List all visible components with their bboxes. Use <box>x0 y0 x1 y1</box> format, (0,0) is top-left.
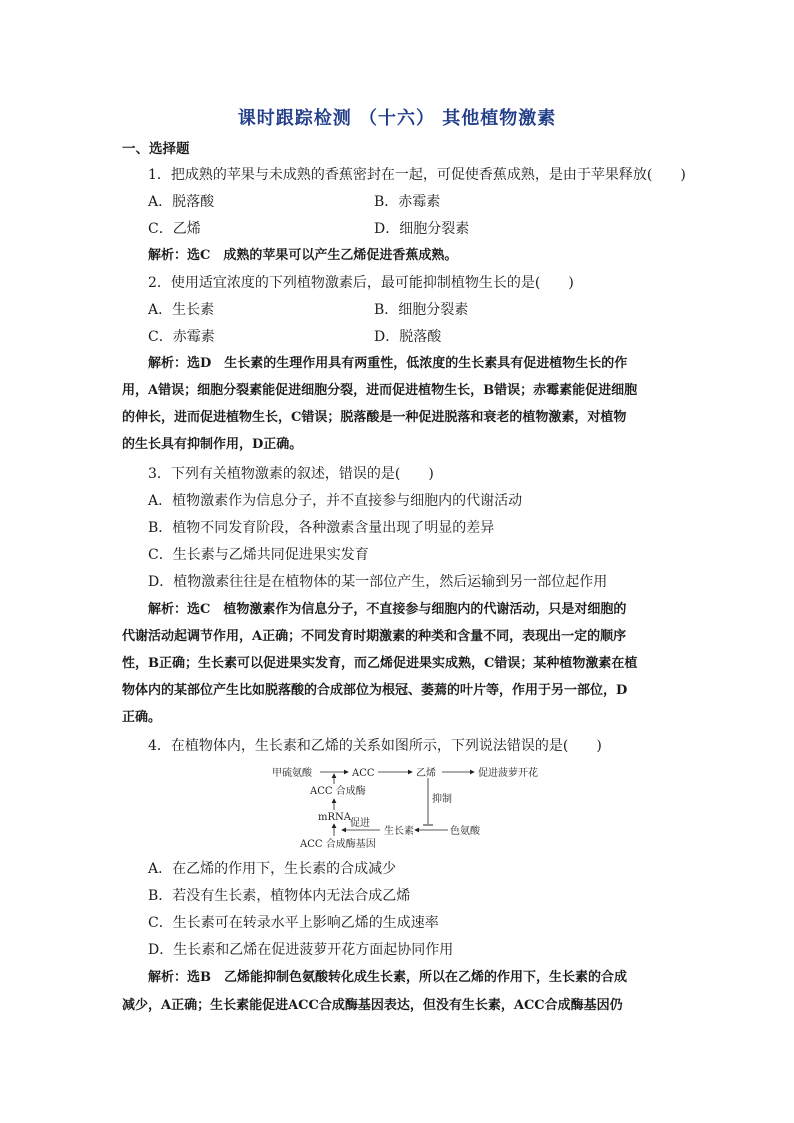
q4-option-c: C．生长素可在转录水平上影响乙烯的生成速率 <box>148 915 439 931</box>
q2-stem: 2．使用适宜浓度的下列植物激素后，最可能抑制植物生长的是( ) <box>148 275 574 291</box>
q4-option-b: B．若没有生长素，植物体内无法合成乙烯 <box>148 888 411 904</box>
diagram-methionine: 甲硫氨酸 <box>272 768 312 779</box>
q3-option-c: C．生长素与乙烯共同促进果实发育 <box>148 547 369 563</box>
diagram-acc-synthase: ACC 合成酶 <box>310 786 366 797</box>
q2-option-c: C．赤霉素 <box>148 329 215 345</box>
diagram-acc-synthase-gene: ACC 合成酶基因 <box>300 839 376 850</box>
q2-analysis-line: 解析：选D 生长素的生理作用具有两重性，低浓度的生长素具有促进植物生长的作 <box>148 356 628 371</box>
diagram-inhibit-label: 抑制 <box>432 794 452 805</box>
q1-option-d: D．细胞分裂素 <box>374 221 470 237</box>
q1-stem: 1．把成熟的苹果与未成熟的香蕉密封在一起，可促使香蕉成熟，是由于苹果释放( ) <box>148 167 686 183</box>
diagram-promote-label: 促进 <box>350 818 370 829</box>
diagram-auxin: 生长素 <box>384 826 414 837</box>
q3-analysis-line: 性，B正确；生长素可以促进果实发育，而乙烯促进果实成熟，C错误；某种植物激素在植 <box>122 656 638 671</box>
diagram-flowering: 促进菠萝开花 <box>478 768 538 779</box>
q2-option-d: D．脱落酸 <box>374 329 442 345</box>
diagram-ethylene: 乙烯 <box>416 768 436 779</box>
section-heading: 一、选择题 <box>122 141 190 157</box>
diagram-mrna: mRNA <box>318 812 351 823</box>
q2-analysis-line: 的伸长，进而促进植物生长，C错误；脱落酸是一种促进脱落和衰老的植物激素，对植物 <box>122 410 627 425</box>
q3-option-b: B．植物不同发育阶段，各种激素含量出现了明显的差异 <box>148 520 495 536</box>
q3-option-a: A．植物激素作为信息分子，并不直接参与细胞内的代谢活动 <box>148 493 523 509</box>
q1-option-b: B．赤霉素 <box>374 194 441 210</box>
q3-analysis-line: 正确。 <box>122 710 162 725</box>
q3-option-d: D．植物激素往往是在植物体的某一部位产生，然后运输到另一部位起作用 <box>148 574 608 590</box>
page-title: 课时跟踪检测 （十六） 其他植物激素 <box>237 108 557 129</box>
q2-option-a: A．生长素 <box>148 302 215 318</box>
q3-analysis-line: 物体内的某部位产生比如脱落酸的合成部位为根冠、萎蔫的叶片等，作用于另一部位，D <box>122 683 628 698</box>
q4-analysis-line: 减少，A正确；生长素能促进ACC合成酶基因表达，但没有生长素，ACC合成酶基因仍 <box>122 998 623 1013</box>
diagram-tryptophan: 色氨酸 <box>450 826 480 837</box>
q1-option-c: C．乙烯 <box>148 221 201 237</box>
q4-option-a: A．在乙烯的作用下，生长素的合成减少 <box>148 861 397 877</box>
q2-option-b: B．细胞分裂素 <box>374 302 469 318</box>
q3-stem: 3．下列有关植物激素的叙述，错误的是( ) <box>148 466 434 482</box>
q3-analysis-line: 代谢活动起调节作用，A正确；不同发育时期激素的种类和含量不同，表现出一定的顺序 <box>122 629 627 644</box>
q3-analysis-line: 解析：选C 植物激素作为信息分子，不直接参与细胞内的代谢活动，只是对细胞的 <box>148 602 627 617</box>
q4-analysis-line: 解析：选B 乙烯能抑制色氨酸转化成生长素，所以在乙烯的作用下，生长素的合成 <box>148 970 627 985</box>
diagram-acc: ACC <box>352 768 375 779</box>
q4-diagram <box>270 760 570 855</box>
q1-analysis: 解析：选C 成熟的苹果可以产生乙烯促进香蕉成熟。 <box>148 248 458 263</box>
q2-analysis-line: 用，A错误；细胞分裂素能促进细胞分裂，进而促进植物生长，B错误；赤霉素能促进细胞 <box>122 383 638 398</box>
q1-option-a: A．脱落酸 <box>148 194 215 210</box>
q4-stem: 4．在植物体内，生长素和乙烯的关系如图所示，下列说法错误的是( ) <box>148 738 602 754</box>
q4-option-d: D．生长素和乙烯在促进菠萝开花方面起协同作用 <box>148 942 454 958</box>
q2-analysis-line: 的生长具有抑制作用，D正确。 <box>122 437 303 452</box>
